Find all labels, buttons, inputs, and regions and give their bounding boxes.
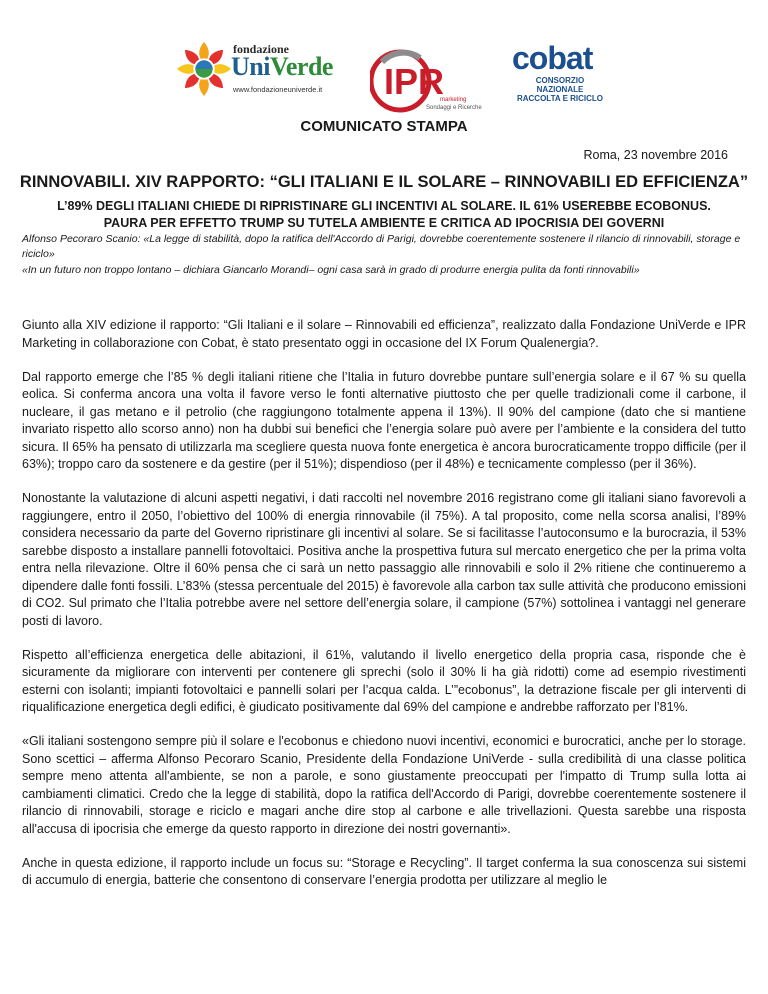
cobat-logo-subtitle [514,76,606,103]
press-release-label: COMUNICATO STAMPA [300,118,468,135]
paragraph-renewable-goals: Nonostante la valutazione di alcuni aspetti negativi, i dati raccolti nel novembre 2016 registrano come gli italiani siano favorevoli a raggiungere, entro il 2050, l’obiettivo del 100% di energia rinnovabile (il 75%). A tal proposito, come nella scorsa analisi, l’89% considera necessario da parte del Governo ripristinare gli incentivi al solare. Se si facilitasse l’autoconsumo e la burocrazia, il 53% sarebbe disposto a installare pannelli fotovoltaici. Positiva anche la prospettiva futura sul mercato energetico che per la prima volta entra nella rilevazione. Oltre il 60% pensa che ci sarà un netto passaggio alle rinnovabili e solo il 2% ritiene che continueremo a dipendere dalle fonti fossili. L’83% (stessa percentuale del 2015) è favorevole alla carbon tax sulle attività che producono emissioni di CO2. Sul primato che l’Italia potrebbe avere nel settore dell’energia solare, il campione (57%) sottolinea i vantaggi nel generare posti di lavoro. [22,491,746,628]
quote-pecoraro: Alfonso Pecoraro Scanio: «La legge di stabilità, dopo la ratifica dell'Accordo di Parigi, dovrebbe coerentemente sostenere il rilancio di rinnovabili, storage e riciclo» [22,233,741,260]
cobat-logo [512,42,612,106]
univerde-sun-icon [175,40,233,98]
univerde-logo-uni: Uni [231,52,270,81]
paragraph-efficiency: Rispetto all’efficienza energetica delle abitazioni, il 61%, valutando il livello energetico della propria casa, risponde che è sicuramente da migliorare con interventi per contenere gli sprechi (solo il 30% li ha già ridotti) come ad esempio rivestimenti esterni con isolanti; impianti fotovoltaici e pannelli solari per l’acqua calda. L’”ecobonus”, la detrazione fiscale per gli interventi di riqualificazione energetica degli edifici, è giudicato positivamente dal 69% del campione e andrebbe rafforzato per l’81%. [22,647,746,714]
quote-morandi: «In un futuro non troppo lontano – dichiara Giancarlo Morandi– ogni casa sarà in grado di produrre energia pulita da fonti rinnovabili» [22,264,640,276]
ipr-logo-sub1: marketing [440,97,467,103]
ipr-logo-name: IPR [384,61,445,102]
subheadline-line-1: L’89% DEGLI ITALIANI CHIEDE DI RIPRISTINARE GLI INCENTIVI AL SOLARE. IL 61% USEREBBE ECOBONUS. [57,199,711,213]
univerde-logo-verde: Verde [269,52,333,81]
ipr-logo [370,46,482,116]
paragraph-intro: Giunto alla XIV edizione il rapporto: “Gli Italiani e il solare – Rinnovabili ed efficienza”, realizzato dalla Fondazione UniVerde e IPR Marketing in collaborazione con Cobat, è stato presentato oggi in occasione del IX Forum Qualenergia?. [22,318,746,350]
univerde-logo [175,38,345,106]
paragraph-storage-recycling: Anche in questa edizione, il rapporto include un focus su: “Storage e Recycling”. Il target conferma la sua conoscenza sui sistemi di accumulo di energia, batterie che consentono di conservare l’energia prodotta per utilizzare al meglio le [22,855,746,887]
univerde-logo-url: www.fondazioneuniverde.it [233,85,323,94]
paragraph-solar-survey: Dal rapporto emerge che l’85 % degli italiani ritiene che l’Italia in futuro dovrebbe puntare sull’energia solare e il 67 % su quella eolica. Si conferma ancora una volta il favore verso le fonti alternative piuttosto che per quelle tradizionali come il carbone, il nucleare, il gas metano e il petrolio (che raggiungono totalmente appena il 13%). Il 90% del campione (dato che si mantiene invariato rispetto allo scorso anno) non ha dubbi sui benefici che l’energia solare può avere per l’ambiente e la considera del tutto sicura. Il 65% ha pensato di utilizzarla ma scegliere questa nuova fonte energetica è ancora burocraticamente troppo difficile (per il 63%); troppo caro da sostenere e da gestire (per il 51%); dispendioso (per il 48%) e tecnicamente complesso (per il 36%). [22,369,746,471]
place-date: Roma, 23 novembre 2016 [583,148,728,162]
article-body [22,317,746,906]
cobat-logo-name: cobat [512,40,593,76]
quote-block [22,232,746,279]
univerde-logo-line1: fondazione [233,42,290,56]
cobat-logo-sub1: CONSORZIO NAZIONALE [535,76,585,94]
ipr-logo-sub2: Sondaggi e Ricerche [426,105,482,111]
headline: RINNOVABILI. XIV RAPPORTO: “GLI ITALIANI E IL SOLARE – RINNOVABILI ED EFFICIENZA” [19,173,749,191]
subheadline [22,198,746,232]
ipr-logo-graphic [370,46,482,116]
paragraph-pecoraro-quote: «Gli italiani sostengono sempre più il solare e l'ecobonus e chiedono nuovi incentivi, economici e burocratici, anche per lo storage. Sono scettici – afferma Alfonso Pecoraro Scanio, Presidente della Fondazione UniVerde - sulla credibilità di una classe politica sempre meno attenta all'ambiente, se non a parole, e sono giustamente preoccupati per l'impatto di Trump sulla lotta ai cambiamenti climatici. Credo che la legge di stabilità, dopo la ratifica dell'Accordo di Parigi, dovrebbe coerentemente sostenere il rilancio di rinnovabili, storage e riciclo e magari anche dire stop al carbone e alle trivellazioni. Questa sarebbe una risposta all'accusa di ipocrisia che emerge da questo rapporto in direzione dei nostri governanti». [22,734,746,836]
univerde-logo-name [231,52,333,82]
subheadline-line-2: PAURA PER EFFETTO TRUMP SU TUTELA AMBIENTE E CRITICA AD IPOCRISIA DEI GOVERNI [103,216,665,230]
cobat-logo-sub2: RACCOLTA E RICICLO [516,94,604,103]
logo-bar [0,38,768,118]
